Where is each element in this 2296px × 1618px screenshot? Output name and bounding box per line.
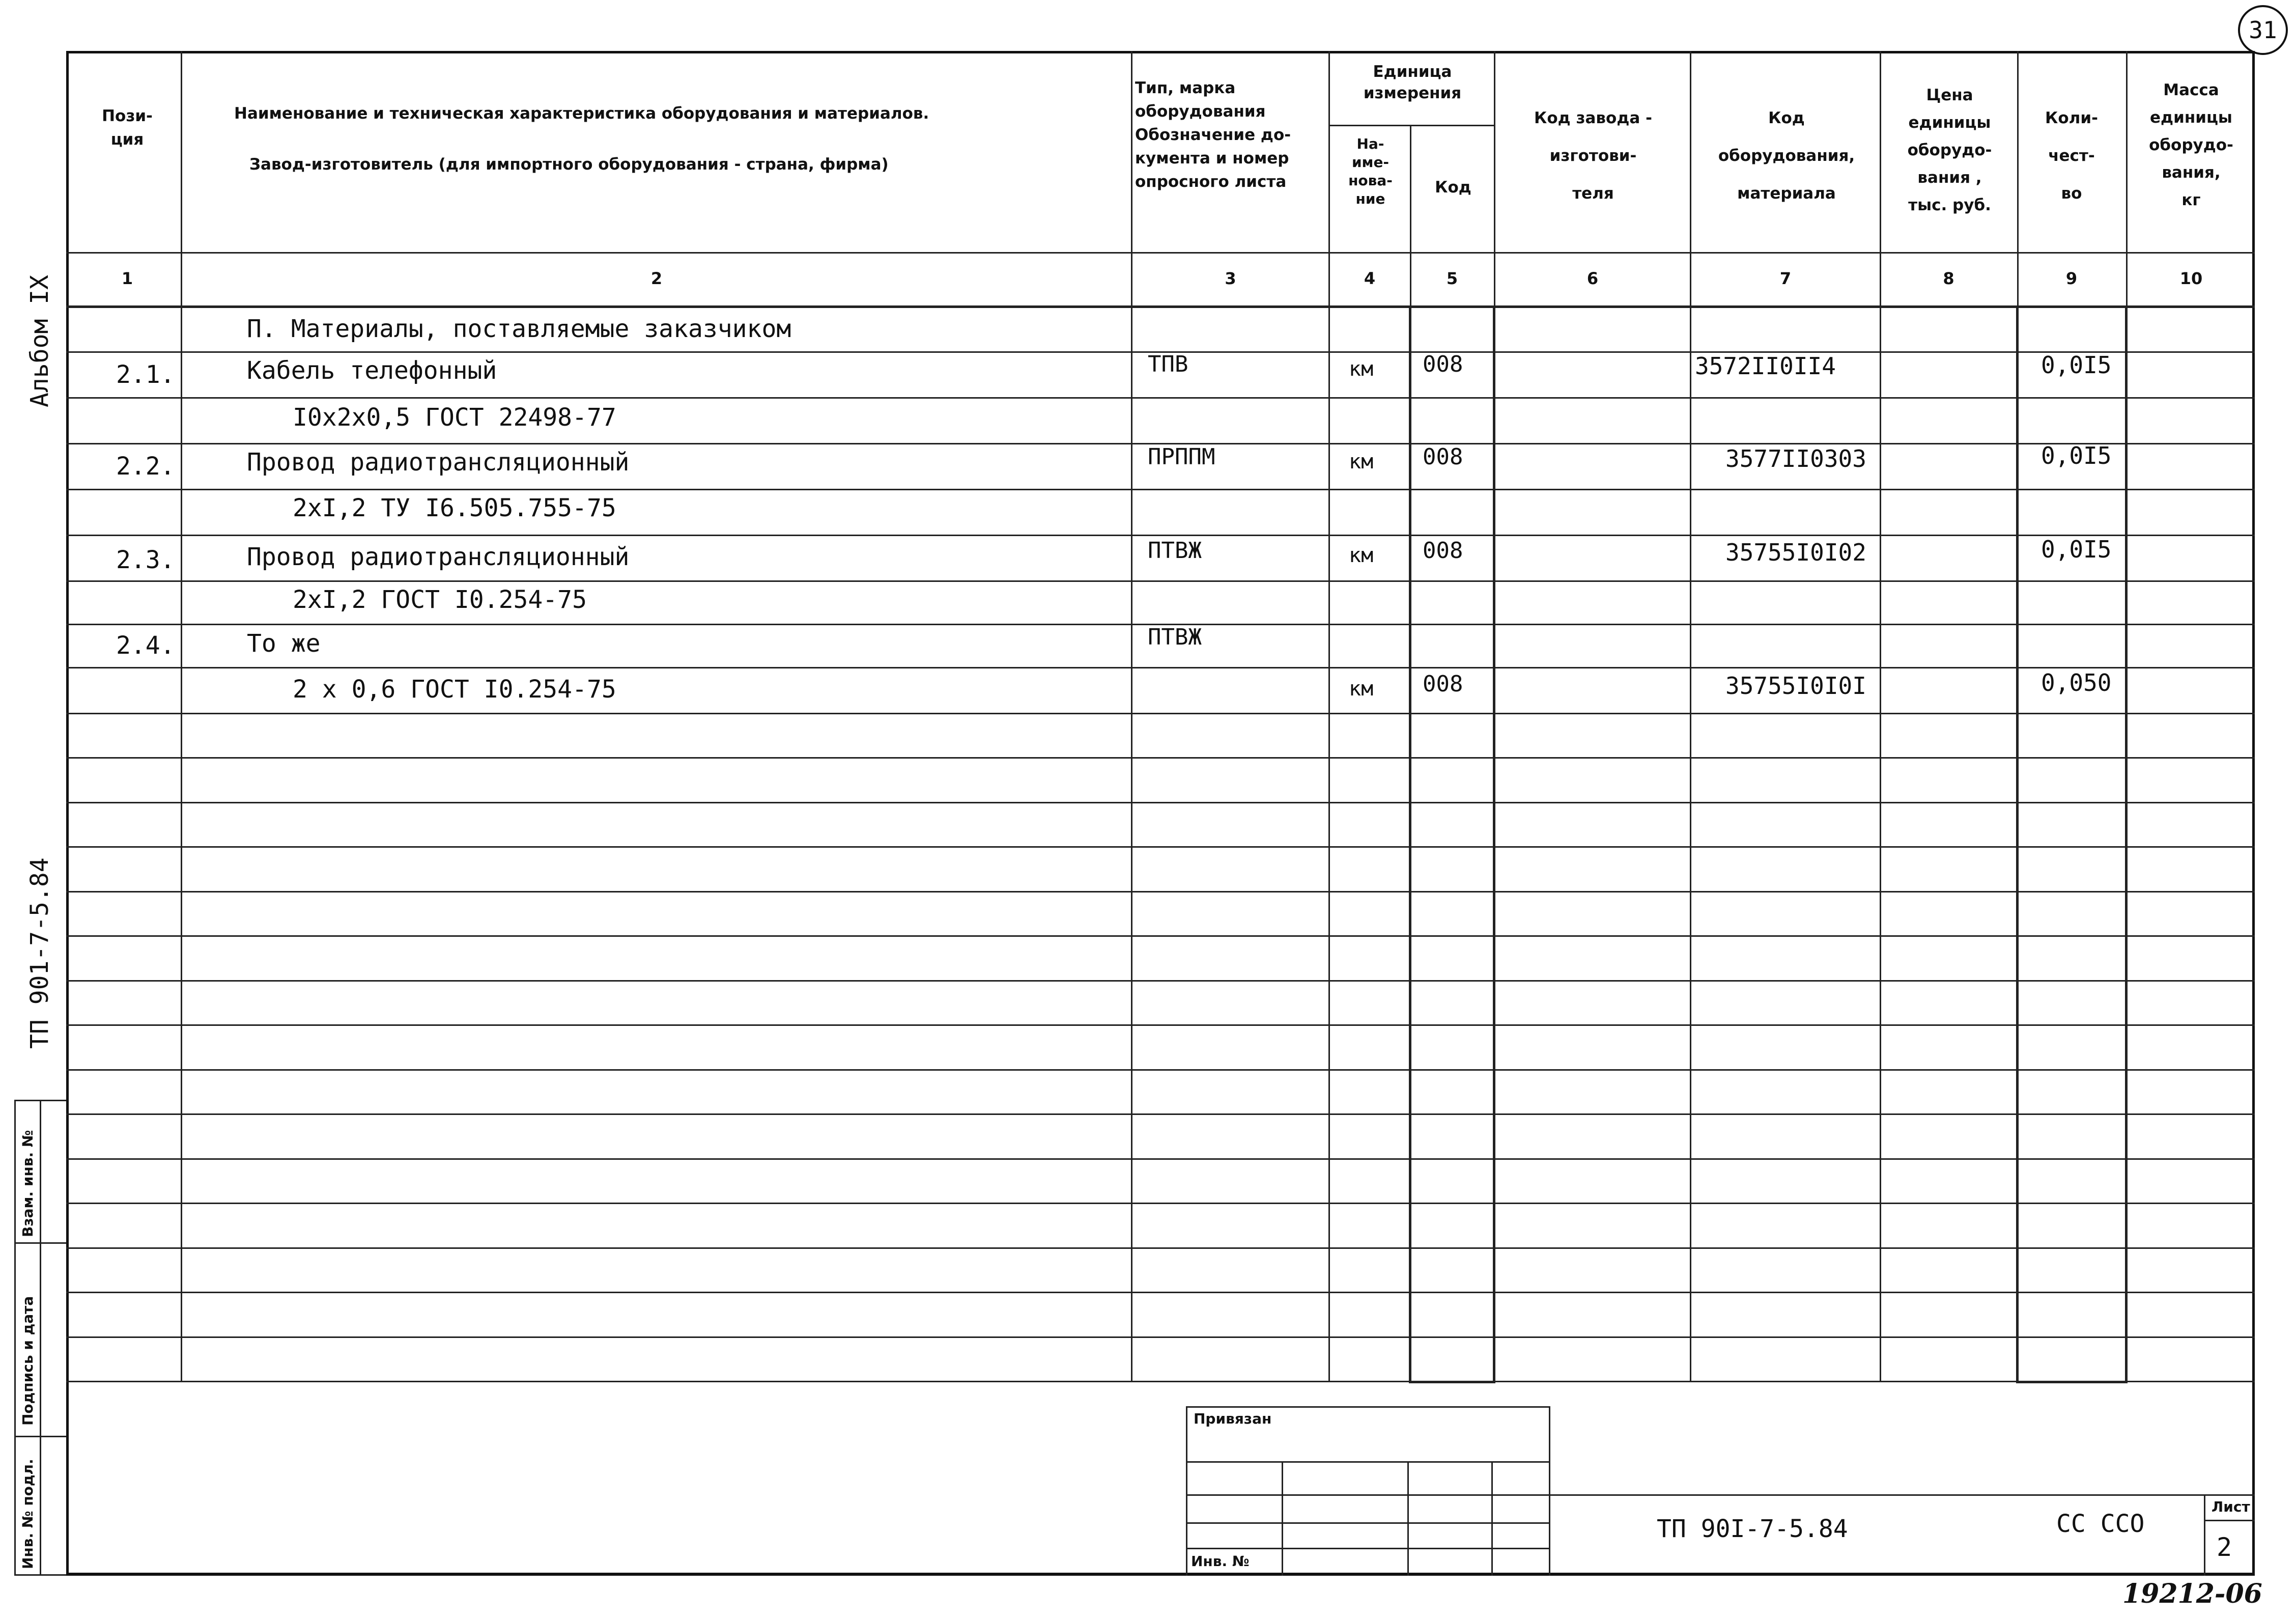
row-quantity: 0,0I5 — [2041, 442, 2112, 469]
row-line — [66, 1292, 2255, 1293]
stamp-doc-code: ТП 90I-7-5.84 — [1657, 1515, 1848, 1543]
stamp-line — [1186, 1548, 1550, 1549]
album-label: Альбом IX — [25, 274, 54, 407]
stamp-line — [1186, 1461, 1550, 1463]
header-unit-name: На- име- нова- ние — [1348, 135, 1393, 207]
row-line — [66, 802, 2255, 803]
stamp-mid-line — [40, 1100, 41, 1576]
col-num: 5 — [1446, 269, 1458, 288]
header-type: Тип, марка оборудования Обозначение до- кумента и номер опросного листа — [1135, 79, 1291, 191]
col-num: 8 — [1943, 269, 1954, 288]
row-line — [66, 1247, 2255, 1249]
row-name-detail: 2xI,2 ГОСТ I0.254-75 — [293, 585, 587, 614]
header-mass: Масса единицы оборудо- вания, кг — [2149, 81, 2233, 209]
row-name-detail: 2xI,2 ТУ I6.505.755-75 — [293, 494, 616, 522]
col-num: 10 — [2179, 269, 2203, 288]
sheet-number-badge: 31 — [2238, 5, 2288, 55]
bold-col-line — [2016, 305, 2019, 1382]
header-factory-code: Код завода - изготови- теля — [1534, 109, 1652, 203]
row-line — [66, 935, 2255, 937]
row-unit-code: 008 — [1423, 671, 1463, 697]
row-type: ПТВЖ — [1148, 624, 1202, 650]
row-name: То же — [247, 629, 321, 658]
stamp-inv-no: Инв. № — [1191, 1553, 1250, 1570]
row-line — [66, 757, 2255, 759]
row-line — [66, 1336, 2255, 1338]
section-title: П. Материалы, поставляемые заказчиком — [247, 315, 791, 343]
row-position: 2.1. — [116, 360, 175, 389]
row-line — [66, 489, 2255, 490]
stamp-line — [1186, 1494, 2255, 1496]
col-line — [1690, 51, 1691, 1382]
row-line — [66, 1024, 2255, 1026]
row-line — [66, 713, 2255, 714]
col-line — [1880, 51, 1881, 1382]
header-equipment-code: Код оборудования, материала — [1718, 109, 1855, 203]
row-unit: км — [1349, 677, 1374, 701]
header-name-line2: Завод-изготовитель (для импортного оборудования - страна, фирма) — [249, 155, 889, 174]
row-equipment-code: 3577II0303 — [1725, 445, 1866, 472]
row-name: Кабель телефонный — [247, 356, 497, 385]
header-unit-code: Код — [1435, 178, 1471, 197]
row-unit-code: 008 — [1423, 351, 1463, 377]
unit-group-line — [1328, 125, 1494, 126]
row-line — [66, 1069, 2255, 1071]
stamp-replace-inv: Взам. инв. № — [19, 1130, 36, 1237]
col-num: 4 — [1364, 269, 1376, 288]
row-quantity: 0,0I5 — [2041, 351, 2112, 379]
row-position: 2.4. — [116, 631, 175, 660]
row-quantity: 0,050 — [2041, 669, 2112, 696]
bold-col-line — [2125, 305, 2128, 1382]
handwritten-note: 19212-06 — [2122, 1578, 2262, 1609]
row-equipment-code: 35755I0I02 — [1725, 539, 1866, 566]
stamp-line — [1186, 1406, 1187, 1576]
stamp-signature-date: Подпись и дата — [19, 1296, 36, 1426]
col-line — [1328, 51, 1330, 1382]
row-unit-code: 008 — [1423, 538, 1463, 564]
col-line — [181, 51, 182, 1382]
stamp-line — [1549, 1406, 1550, 1576]
colnum-bottom-line — [66, 305, 2255, 308]
row-unit: км — [1349, 544, 1374, 567]
row-line — [66, 980, 2255, 982]
row-name-detail: I0x2x0,5 ГОСТ 22498-77 — [293, 403, 616, 432]
row-line — [66, 667, 2255, 668]
stamp-line — [2204, 1494, 2205, 1576]
row-type: ТПВ — [1148, 351, 1188, 377]
col-num: 7 — [1779, 269, 1792, 288]
row-name: Провод радиотрансляционный — [247, 448, 630, 477]
row-type: ПТВЖ — [1148, 538, 1202, 564]
row-name-detail: 2 x 0,6 ГОСТ I0.254-75 — [293, 675, 616, 704]
stamp-line — [1186, 1406, 1550, 1408]
header-quantity: Коли- чест- во — [2045, 109, 2098, 203]
stamp-section: СС ССО — [2056, 1510, 2145, 1538]
row-line — [66, 1158, 2255, 1160]
col-line — [1131, 51, 1132, 1382]
col-num: 3 — [1225, 269, 1236, 288]
header-unit-group: Единица измерения — [1363, 63, 1462, 102]
stamp-line — [1186, 1522, 1550, 1524]
row-name: Провод радиотрансляционный — [247, 543, 630, 571]
stamp-privyazan: Привязан — [1194, 1410, 1272, 1427]
stamp-line — [1282, 1461, 1283, 1576]
col-num: 9 — [2065, 269, 2078, 288]
row-position: 2.3. — [116, 546, 175, 574]
row-line — [66, 535, 2255, 536]
stamp-sheet-number: 2 — [2217, 1532, 2232, 1562]
stamp-left-line — [14, 1100, 16, 1576]
row-equipment-code: 3572II0II4 — [1695, 352, 1836, 380]
row-line — [66, 1381, 2255, 1382]
col-num: 6 — [1586, 269, 1599, 288]
row-type: ПРППМ — [1148, 444, 1215, 470]
header-bottom-line — [66, 252, 2255, 254]
row-line — [66, 846, 2255, 848]
row-equipment-code: 35755I0I0I — [1725, 672, 1866, 700]
stamp-line — [2204, 1520, 2255, 1521]
bold-col-line — [1409, 305, 1411, 1382]
row-quantity: 0,0I5 — [2041, 536, 2112, 563]
row-unit: км — [1349, 450, 1374, 473]
stamp-original-inv: Инв. № подл. — [19, 1459, 36, 1569]
stamp-line — [1407, 1461, 1409, 1576]
row-line — [66, 891, 2255, 892]
bold-col-line — [1493, 305, 1495, 1382]
row-line — [66, 1113, 2255, 1115]
row-position: 2.2. — [116, 452, 175, 481]
col-num: 1 — [121, 269, 133, 288]
header-position: Пози- ция — [102, 107, 153, 149]
stamp-line — [1491, 1461, 1493, 1576]
row-line — [66, 1203, 2255, 1204]
stamp-sheet-label: Лист — [2212, 1498, 2250, 1515]
col-num: 2 — [650, 269, 663, 288]
row-line — [66, 397, 2255, 399]
project-code-side: ТП 901-7-5.84 — [25, 857, 54, 1049]
header-name-line1: Наименование и техническая характеристика оборудования и материалов. — [234, 104, 929, 123]
row-unit-code: 008 — [1423, 444, 1463, 470]
header-price: Цена единицы оборудо- вания , тыс. руб. — [1907, 86, 1992, 214]
row-unit: км — [1349, 357, 1374, 381]
row-line — [66, 580, 2255, 582]
